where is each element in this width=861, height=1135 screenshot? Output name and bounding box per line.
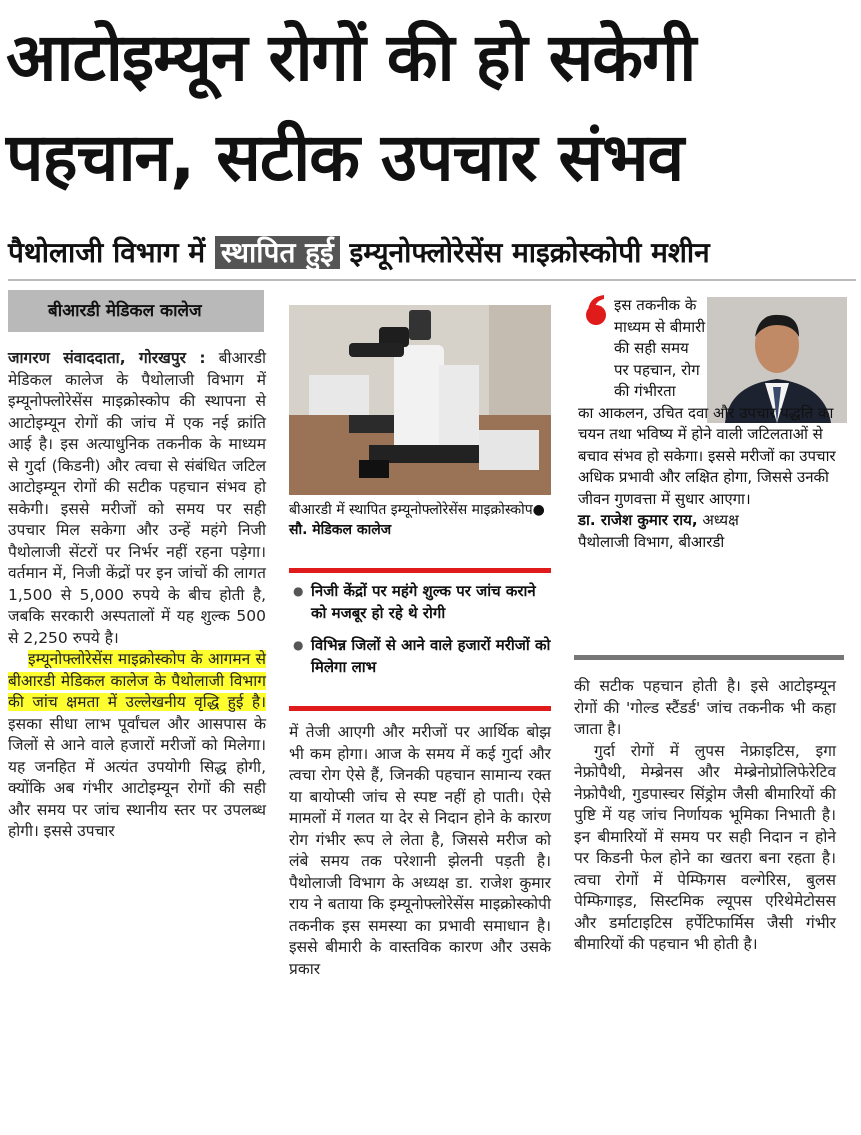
column-3 (574, 676, 836, 956)
microscope-illustration (289, 305, 551, 495)
caption-text: बीआरडी में स्थापित इम्यूनोफ्लोरेसेंस माइक्रोस्कोप (289, 502, 533, 518)
column-1 (8, 348, 266, 843)
col1-para1 (8, 348, 266, 649)
highlights-box (293, 580, 551, 688)
quote-sign-name: डा. राजेश कुमार राय, (578, 511, 698, 529)
quote-divider (574, 655, 844, 660)
col3-para1: की सटीक पहचान होती है। इसे आटोइम्यून रोगों की 'गोल्ड स्टैंडर्ड' जांच तकनीक भी कहा जाता है। (574, 677, 836, 738)
byline: जागरण संवाददाता, गोरखपुर : (8, 349, 206, 367)
highlight-item: ● विभिन्न जिलों से आने वाले हजारों मरीजों को मिलेगा लाभ (293, 634, 551, 678)
section-kicker: बीआरडी मेडिकल कालेज (8, 290, 264, 332)
quote-narrow: इस तकनीक के माध्यम से बीमारी की सही समय पर पहचान, रोग की गंभीरता (614, 296, 706, 400)
quote-sign-title: अध्यक्ष (697, 511, 739, 529)
highlighted-text: इम्यूनोफ्लोरेसेंस माइक्रोस्कोप के आगमन से बीआरडी मेडिकल कालेज के पैथोलाजी विभाग की जांच क्षमता में उल्लेखनीय वृद्धि हुई है। (8, 650, 266, 711)
col3-para2: गुर्दा रोगों में लुपस नेफ्राइटिस, इगा नेफ्रोपैथी, मेम्ब्रेनस और मेम्ब्रेनोप्रोलिफेरेटिव नेफ्रोपैथी, गुडपास्चर सिंड्रोम जैसी बीमारियों की पुष्टि में यह जांच निर्णायक भूमिका निभाती है। इन बीमारियों में समय पर सही निदान न होने पर किडनी फेल होने का खतरा बना रहता है। त्वचा रोगों में पेम्फिगस वल्गेरिस, बुलस पेम्फिगाइड, सिस्टमिक ल्यूपस एरिथेमेटोसस और डर्माटाइटिस हर्पेटिफार्मिस जैसी गंभीर बीमारियों की पहचान भी होती है। (574, 741, 836, 953)
col1-para2 (8, 649, 266, 843)
column-2 (289, 722, 551, 980)
col1-body: बीआरडी मेडिकल कालेज के पैथोलाजी विभाग में इम्यूनोफ्लोरेसेंस माइक्रोस्कोप की स्थापना से आटोइम्यून रोगों की जांच में एक नई क्रांति आई है। इस अत्याधुनिक तकनीक के माध्यम से गुर्दा (किडनी) और त्वचा से संबंधित जटिल आटोइम्यून रोगों की सटीक पहचान संभव हो सकेगी। इससे मरीजों को समय पर सही उपचार मिल सकेगा और उन्हें महंगे निजी पैथोलाजी सेंटरों पर निर्भर नहीं रहना पड़ेगा। वर्तमान में, निजी केंद्रों पर इन जांचों की लागत 1,500 से 5,000 रुपये के बीच होती है, जबकि सरकारी अस्पतालों में यह शुल्क 500 से 2,250 रुपये है। (8, 349, 267, 647)
subheadline (8, 230, 710, 276)
headline-line1: आटोइम्यून रोगों की हो सकेगी (6, 19, 696, 96)
photo-credit: सौ. मेडिकल कालेज (289, 522, 392, 538)
photo-caption: बीआरडी में स्थापित इम्यूनोफ्लोरेसेंस माइक्रोस्कोप● सौ. मेडिकल कालेज (289, 502, 545, 538)
subhead-part2: इम्यूनोफ्लोरेसेंस माइक्रोस्कोपी मशीन (349, 236, 710, 269)
col2-body: में तेजी आएगी और मरीजों पर आर्थिक बोझ भी कम होगा। आज के समय में कई गुर्दा और त्वचा रोग ऐसे हैं, जिनकी पहचान सामान्य रक्त या बायोप्सी जांच से स्पष्ट नहीं हो पाती। ऐसे मामलों में गलत या देर से निदान होने के कारण रोग गंभीर रूप ले लेता है, जिससे मरीज को लंबे समय तक परेशानी झेलनी पड़ती है। पैथोलाजी विभाग के अध्यक्ष डा. राजेश कुमार राय ने बताया कि इम्यूनोफ्लोरेसेंस माइक्रोस्कोपी तकनीक इस समस्या का प्रभावी समाधान है। इससे बीमारी के वास्तविक कारण और उसके प्रकार (289, 723, 551, 978)
subhead-highlight: स्थापित हुई (215, 236, 340, 269)
headline-line2: पहचान, सटीक उपचार संभव (6, 119, 684, 196)
red-divider-bottom (289, 706, 551, 711)
microscope-photo (289, 305, 551, 495)
quote-wide: का आकलन, उचित दवा और उपचार पद्धति का चयन तथा भविष्य में होने वाली जटिलताओं से बचाव संभव हो सकेगा। इससे मरीजों का उपचार अधिक प्रभावी और लक्षित होगा, जिससे उनकी जीवन गुणवत्ता में सुधार आएगा। (578, 403, 836, 508)
pull-quote (578, 295, 840, 553)
quote-dept: पैथोलाजी विभाग, बीआरडी (578, 532, 725, 551)
divider (8, 279, 856, 281)
red-divider-top (289, 568, 551, 573)
col1-body2: इसका सीधा लाभ पूर्वांचल और आसपास के जिलों से आने वाले हजारों मरीजों को मिलेगा। यह जनहित में अत्यंत उपयोगी सिद्ध होगी, क्योंकि अब गंभीर आटोइम्यून रोगों की सही और समय पर जांच स्थानीय स्तर पर उपलब्ध होगी। इससे उपचार (8, 714, 266, 840)
quote-signature (578, 510, 840, 532)
subhead-part1: पैथोलाजी विभाग में (8, 236, 206, 269)
highlight-item: ● निजी केंद्रों पर महंगे शुल्क पर जांच कराने को मजबूर हो रहे थे रोगी (293, 580, 551, 624)
